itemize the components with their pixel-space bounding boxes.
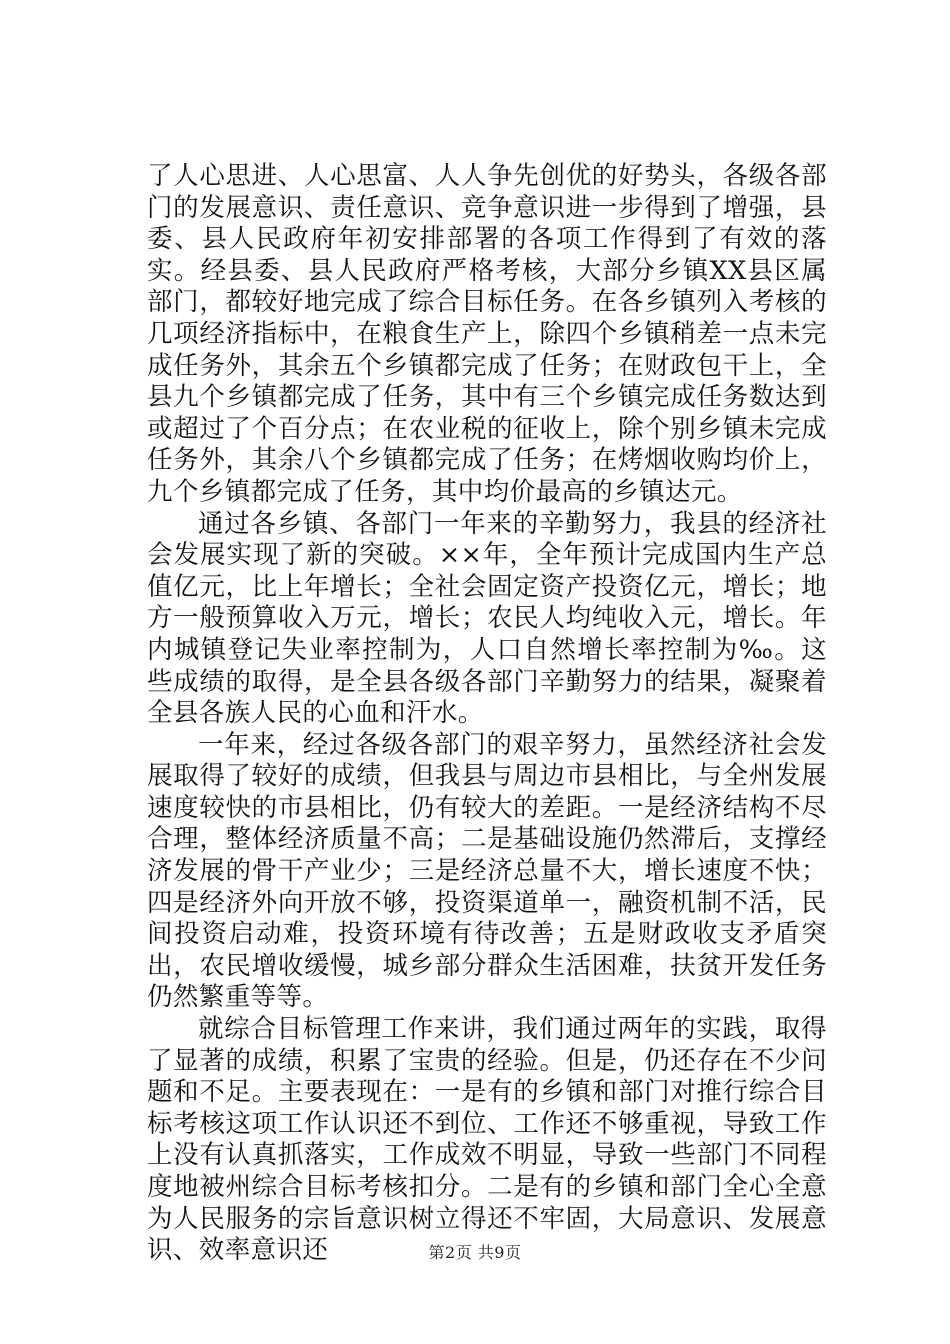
paragraph-1: 了人心思进、人心思富、人人争先创优的好势头，各级各部门的发展意识、责任意识、竞争意识进一步得到了增强，县委、县人民政府年初安排部署的各项工作得到了有效的落实。经县委、县人民政府严格考核，大部分乡镇XX县区属部门，都较好地完成了综合目标任务。在各乡镇列入考核的几项经济指标中，在粮食生产上，除四个乡镇稍差一点未完成任务外，其余五个乡镇都完成了任务；在财政包干上，全县九个乡镇都完成了任务，其中有三个乡镇完成任务数达到或超过了个百分点；在农业税的征收上，除个别乡镇未完成任务外，其余八个乡镇都完成了任务；在烤烟收购均价上，九个乡镇都完成了任务，其中均价最高的乡镇达元。 xyxy=(147,161,827,507)
paragraph-3: 一年来，经过各级各部门的艰辛努力，虽然经济社会发展取得了较好的成绩，但我县与周边市县相比，与全州发展速度较快的市县相比，仍有较大的差距。一是经济结构不尽合理，整体经济质量不高；二是基础设施仍然滞后，支撑经济发展的骨干产业少；三是经济总量不大，增长速度不快；四是经济外向开放不够，投资渠道单一，融资机制不活，民间投资启动难，投资环境有待改善；五是财政收支矛盾突出，农民增收缓慢，城乡部分群众生活困难，扶贫开发任务仍然繁重等等。 xyxy=(147,729,827,1013)
document-body xyxy=(147,161,827,1267)
paragraph-2: 通过各乡镇、各部门一年来的辛勤努力，我县的经济社会发展实现了新的突破。××年，全年预计完成国内生产总值亿元，比上年增长；全社会固定资产投资亿元，增长；地方一般预算收入万元，增长；农民人均纯收入元，增长。年内城镇登记失业率控制为，人口自然增长率控制为‰。这些成绩的取得，是全县各级各部门辛勤努力的结果，凝聚着全县各族人民的心血和汗水。 xyxy=(147,508,827,729)
page-number-footer: 第2页 共9页 xyxy=(428,1243,522,1262)
paragraph-4: 就综合目标管理工作来讲，我们通过两年的实践，取得了显著的成绩，积累了宝贵的经验。但是，仍还存在不少问题和不足。主要表现在：一是有的乡镇和部门对推行综合目标考核这项工作认识还不到位、工作还不够重视，导致工作上没有认真抓落实，工作成效不明显，导致一些部门不同程度地被州综合目标考核扣分。二是有的乡镇和部门全心全意为人民服务的宗旨意识树立得还不牢固，大局意识、发展意识、效率意识还 xyxy=(147,1014,827,1266)
